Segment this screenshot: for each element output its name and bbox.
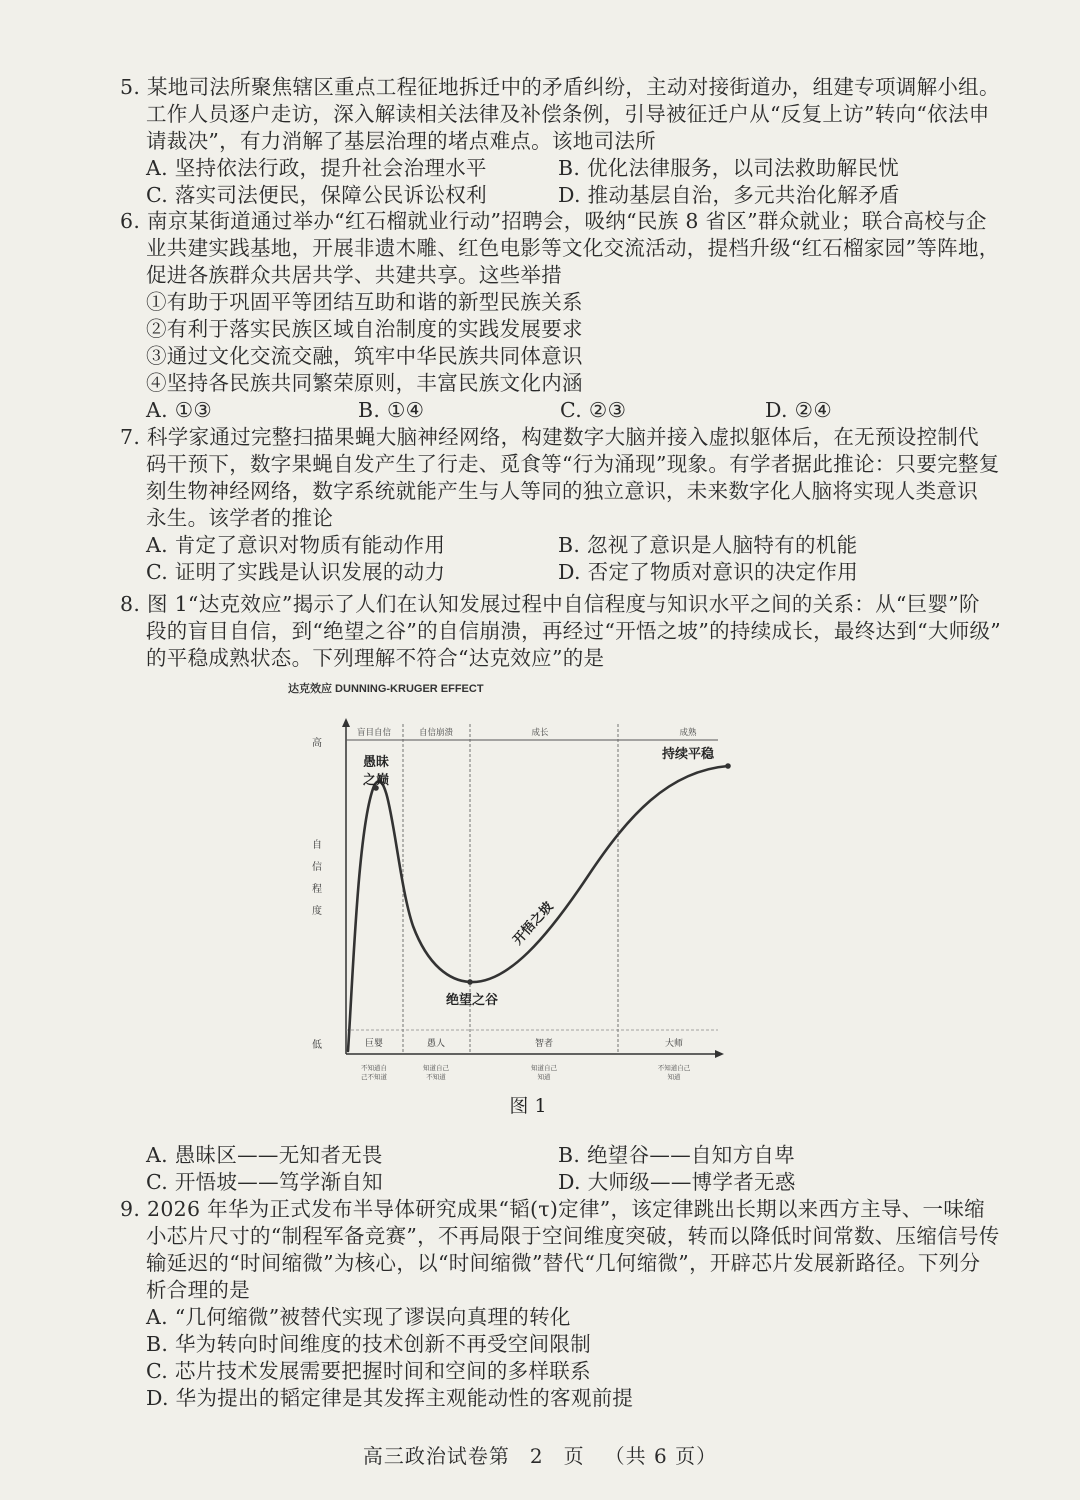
question-9-option-d[interactable]: D. 华为提出的韬定律是其发挥主观能动性的客观前提 [146,1386,634,1410]
peak-label-line-2: 之巅 [362,773,390,788]
question-7-option-a[interactable]: A. 肯定了意识对物质有能动作用 [146,533,446,557]
plateau-label: 持续平稳 [661,747,715,762]
question-8-option-b[interactable]: B. 绝望谷——自知方自卑 [558,1143,795,1167]
y-axis-label-2: 信 [312,862,322,873]
footer-total-pages: （共 6 页） [604,1444,718,1468]
stage-note-3-line-2: 知道 [537,1073,551,1081]
valley-point [467,979,473,985]
y-axis-arrow-icon [342,718,350,727]
stage-top-label-3: 成长 [531,727,549,737]
question-7-stem-line-2: 码干预下，数字果蝇自发产生了行走、觅食等“行为涌现”现象。有学者据此推论：只要完整复 [146,452,1000,476]
question-8-stem-line-2: 段的盲目自信，到“绝望之谷”的自信崩溃，再经过“开悟之坡”的持续成长，最终达到“大师级” [146,619,1002,643]
stage-top-label-2: 自信崩溃 [418,727,454,737]
question-5-option-d[interactable]: D. 推动基层自治，多元共治化解矛盾 [558,183,900,207]
figure-caption: 图 1 [509,1095,547,1117]
question-6-option-d[interactable]: D. ②④ [765,398,832,422]
question-9-option-b[interactable]: B. 华为转向时间维度的技术创新不再受空间限制 [146,1332,591,1356]
question-6-stem-line-2: 业共建实践基地，开展非遗木雕、红色电影等文化交流活动，提档升级“红石榴家园”等阵地， [146,236,1000,260]
question-9-stem-line-2: 小芯片尺寸的“制程军备竞赛”，不再局限于空间维度突破，转而以降低时间常数、压缩信号传 [146,1224,1000,1248]
question-9-stem-line-1: 9. 2026 年华为正式发布半导体研究成果“韬(τ)定律”，该定律跳出长期以来西方主导、一味缩 [120,1197,985,1221]
question-9-stem-line-3: 输延迟的“时间缩微”为核心，以“时间缩微”替代“几何缩微”，开辟芯片发展新路径。下列分 [146,1251,981,1275]
stage-bottom-label-1: 巨婴 [364,1039,384,1049]
question-6-option-a[interactable]: A. ①③ [146,398,213,422]
stage-note-1-line-2: 己不知道 [361,1073,387,1081]
question-7-stem-line-3: 刻生物神经网络，数字系统就能产生与人等同的独立意识，未来数字化人脑将实现人类意识 [146,479,978,503]
question-8-option-c[interactable]: C. 开悟坡——笃学渐自知 [146,1170,383,1194]
stage-note-2-line-1: 知道自己 [423,1064,449,1072]
y-axis-label-1: 自 [312,840,322,851]
question-7-stem-line-4: 永生。该学者的推论 [146,506,334,530]
stage-bottom-label-3: 智者 [534,1039,554,1049]
question-8-stem-line-1: 8. 图 1“达克效应”揭示了人们在认知发展过程中自信程度与知识水平之间的关系：从“巨婴”阶 [120,592,980,616]
question-9-stem-line-4: 析合理的是 [146,1278,250,1302]
slope-label: 开悟之坡 [510,899,557,949]
question-6-option-c[interactable]: C. ②③ [560,398,627,422]
question-8-option-d[interactable]: D. 大师级——博学者无惑 [558,1170,796,1194]
question-5-stem-line-1: 5. 某地司法所聚焦辖区重点工程征地拆迁中的矛盾纠纷，主动对接街道办，组建专项调解小组。 [120,75,1000,99]
stage-top-label-1: 盲目自信 [356,727,392,737]
question-6-item-2: ②有利于落实民族区域自治制度的实践发展要求 [146,317,583,341]
question-7-option-c[interactable]: C. 证明了实践是认识发展的动力 [146,560,446,584]
stage-note-4-line-2: 知道 [667,1073,681,1081]
footer-page-number: 2 [529,1444,544,1468]
page-footer [0,1440,1080,1469]
question-5-option-b[interactable]: B. 优化法律服务，以司法救助解民忧 [558,156,899,180]
valley-label: 绝望之谷 [445,993,499,1008]
stage-bottom-label-2: 愚人 [426,1039,446,1049]
stage-top-label-4: 成熟 [679,727,697,737]
question-9-option-a[interactable]: A. “几何缩微”被替代实现了谬误向真理的转化 [146,1305,571,1329]
question-9-option-c[interactable]: C. 芯片技术发展需要把握时间和空间的多样联系 [146,1359,591,1383]
question-7-stem-line-1: 7. 科学家通过完整扫描果蝇大脑神经网络，构建数字大脑并接入虚拟躯体后，在无预设控制代 [120,425,979,449]
plateau-point [725,763,731,769]
question-5-option-c[interactable]: C. 落实司法便民，保障公民诉讼权利 [146,183,487,207]
question-5-stem-line-2: 工作人员逐户走访，深入解读相关法律及补偿条例，引导被征迁户从“反复上访”转向“依法申 [146,102,990,126]
question-6-option-b[interactable]: B. ①④ [358,398,425,422]
question-6-stem-line-1: 6. 南京某街道通过举办“红石榴就业行动”招聘会，吸纳“民族 8 省区”群众就业；联合高校与企 [120,209,987,233]
y-axis-high-label: 高 [312,738,322,749]
question-5-option-a[interactable]: A. 坚持依法行政，提升社会治理水平 [146,156,487,180]
question-7-option-d[interactable]: D. 否定了物质对意识的决定作用 [558,560,859,584]
peak-label-line-1: 愚昧 [362,755,390,770]
stage-bottom-label-4: 大师 [664,1039,684,1049]
question-6-item-4: ④坚持各民族共同繁荣原则，丰富民族文化内涵 [146,371,583,395]
question-6-stem-line-3: 促进各族群众共居共学、共建共享。这些举措 [146,263,562,287]
dunning-kruger-figure [278,676,758,1124]
question-8-option-a[interactable]: A. 愚昧区——无知者无畏 [146,1143,383,1167]
y-axis-label-3: 程 [312,884,322,895]
question-6-item-1: ①有助于巩固平等团结互助和谐的新型民族关系 [146,290,583,314]
y-axis-label-4: 度 [312,906,322,917]
question-7-option-b[interactable]: B. 忽视了意识是人脑特有的机能 [558,533,858,557]
y-axis-low-label: 低 [312,1040,322,1051]
stage-note-2-line-2: 不知道 [426,1073,446,1081]
x-axis-arrow-icon [715,1050,724,1058]
figure-title: 达克效应 DUNNING-KRUGER EFFECT [288,683,484,695]
footer-page-word: 页 [563,1444,585,1468]
stage-note-4-line-1: 不知道自己 [657,1064,691,1072]
question-5-stem-line-3: 请裁决”，有力消解了基层治理的堵点难点。该地司法所 [146,129,656,153]
question-6-item-3: ③通过文化交流交融，筑牢中华民族共同体意识 [146,344,583,368]
stage-note-1-line-1: 不知道自 [361,1064,387,1072]
question-8-stem-line-3: 的平稳成熟状态。下列理解不符合“达克效应”的是 [146,646,605,670]
stage-note-3-line-1: 知道自己 [531,1064,557,1072]
footer-title: 高三政治试卷第 [362,1444,510,1468]
